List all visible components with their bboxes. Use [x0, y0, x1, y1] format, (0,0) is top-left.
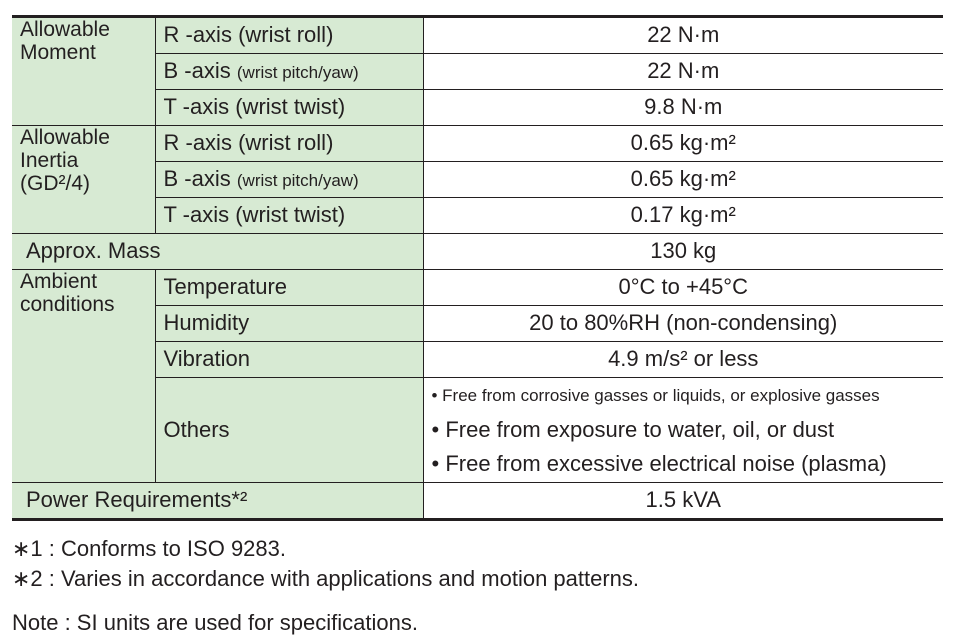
- others-label: Others: [155, 378, 423, 483]
- table-row: [12, 483, 943, 520]
- approx-mass-label: Approx. Mass: [12, 234, 423, 270]
- moment-r-axis-value: 22 N·m: [423, 17, 943, 54]
- approx-mass-value: 130 kg: [423, 234, 943, 270]
- allowable-moment-label: Allowable Moment: [12, 17, 155, 126]
- inertia-t-axis-label: T -axis (wrist twist): [155, 198, 423, 234]
- power-requirements-value: 1.5 kVA: [423, 483, 943, 520]
- spacer: [12, 594, 639, 608]
- footnote-2: ∗2 : Varies in accordance with applications and motion patterns.: [12, 566, 640, 591]
- footnotes: [12, 534, 639, 638]
- inertia-b-axis-value: 0.65 kg·m²: [423, 162, 943, 198]
- moment-b-axis-value: 22 N·m: [423, 54, 943, 90]
- ambient-conditions-label: Ambient conditions: [12, 270, 155, 483]
- vibration-value: 4.9 m/s² or less: [423, 342, 943, 378]
- humidity-value: 20 to 80%RH (non-condensing): [423, 306, 943, 342]
- moment-t-axis-value: 9.8 N·m: [423, 90, 943, 126]
- temperature-label: Temperature: [155, 270, 423, 306]
- allowable-inertia-label: Allowable Inertia (GD²/4): [12, 126, 155, 234]
- list-item: • Free from exposure to water, oil, or dust: [431, 417, 835, 442]
- others-value: [423, 378, 943, 483]
- moment-r-axis-label: R -axis (wrist roll): [155, 17, 423, 54]
- inertia-b-axis-label: B -axis (wrist pitch/yaw): [155, 162, 423, 198]
- list-item: • Free from corrosive gasses or liquids, or explosive gasses: [431, 386, 880, 405]
- temperature-value: 0°C to +45°C: [423, 270, 943, 306]
- list-item: • Free from excessive electrical noise (plasma): [431, 451, 887, 476]
- moment-t-axis-label: T -axis (wrist twist): [155, 90, 423, 126]
- vibration-label: Vibration: [155, 342, 423, 378]
- specification-table: [12, 15, 943, 521]
- footnote-1: ∗1 : Conforms to ISO 9283.: [12, 536, 287, 561]
- humidity-label: Humidity: [155, 306, 423, 342]
- table-row: [12, 17, 943, 54]
- power-requirements-label: Power Requirements*²: [12, 483, 423, 520]
- moment-b-axis-label: B -axis (wrist pitch/yaw): [155, 54, 423, 90]
- si-units-note: Note : SI units are used for specifications.: [12, 610, 418, 635]
- table-row: [12, 234, 943, 270]
- inertia-r-axis-label: R -axis (wrist roll): [155, 126, 423, 162]
- table-row: [12, 270, 943, 306]
- table-row: [12, 126, 943, 162]
- inertia-t-axis-value: 0.17 kg·m²: [423, 198, 943, 234]
- inertia-r-axis-value: 0.65 kg·m²: [423, 126, 943, 162]
